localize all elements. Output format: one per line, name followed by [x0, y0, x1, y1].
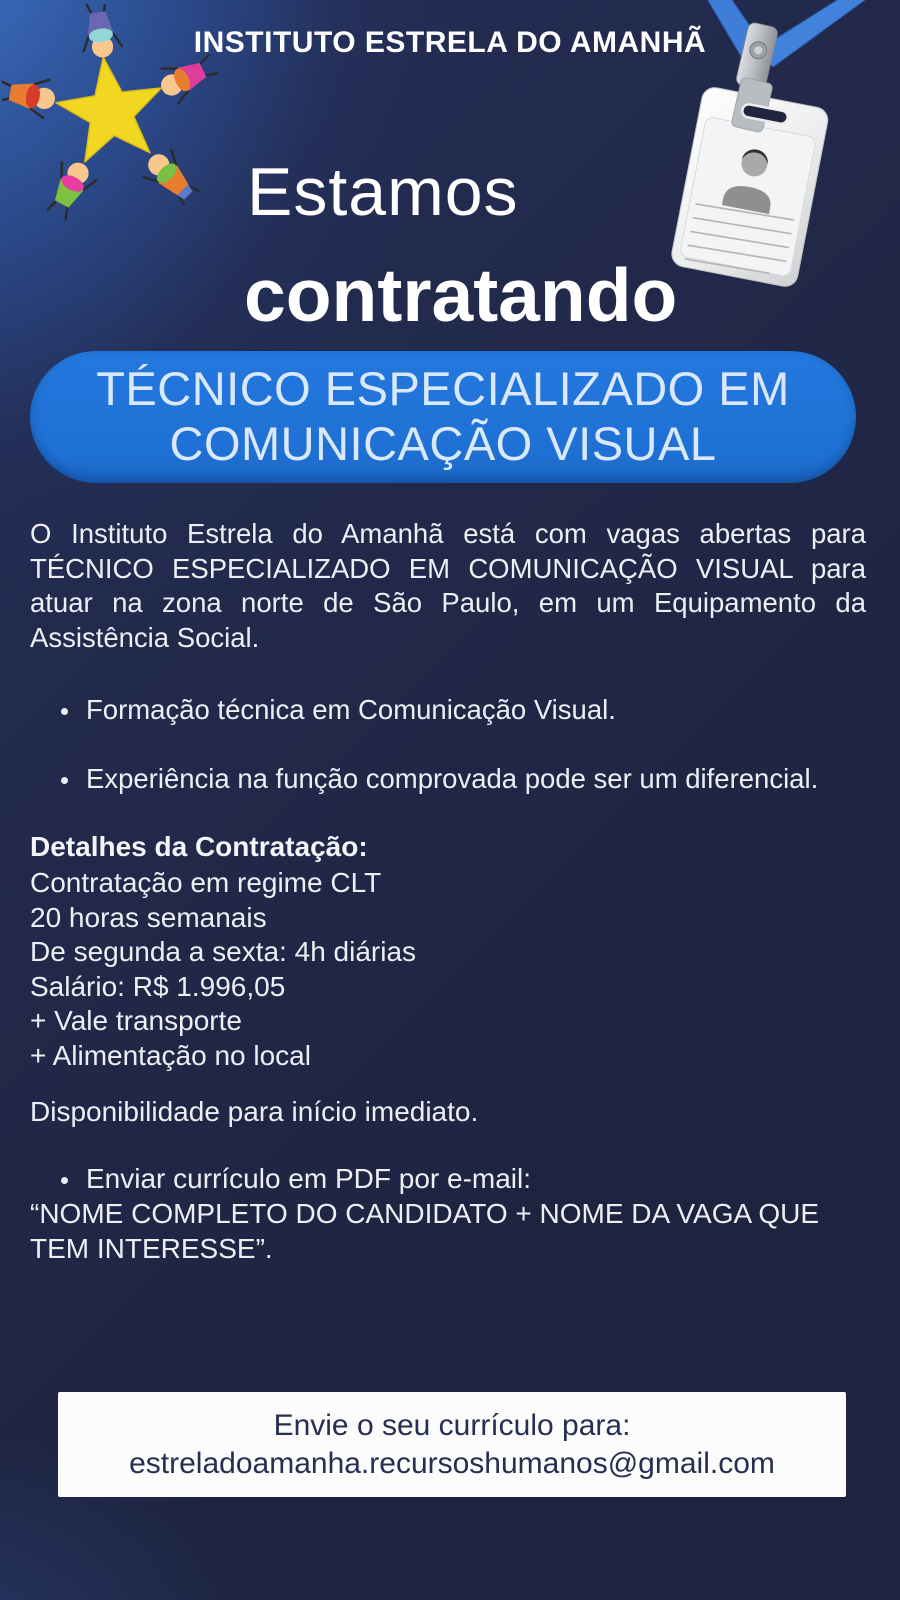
detail-line: De segunda a sexta: 4h diárias — [30, 936, 417, 967]
detail-line: 20 horas semanais — [30, 901, 267, 933]
headline-light: Estamos — [247, 154, 519, 230]
footer-box — [58, 1392, 846, 1497]
headline-bold: contratando — [244, 253, 678, 337]
detail-line: Contratação em regime CLT — [30, 867, 382, 898]
detail-line: + Vale transporte — [30, 1005, 242, 1036]
details-heading: Detalhes da Contratação: — [30, 831, 368, 862]
requirements-list — [30, 693, 866, 796]
detail-line: Salário: R$ 1.996,05 — [30, 970, 286, 1002]
footer-email: estreladoamanha.recursoshumanos@gmail.com — [129, 1447, 775, 1480]
intro-paragraph: O Instituto Estrela do Amanhã está com vagas abertas para TÉCNICO ESPECIALIZADO EM COMUNICAÇÃO VISUAL para atuar na zona norte de São Paulo, em um Equipamento da Assistência Social. — [30, 518, 866, 653]
application-instruction: • Enviar currículo em PDF por e-mail: — [82, 1161, 866, 1196]
availability-text: Disponibilidade para início imediato. — [30, 1096, 479, 1127]
requirement-item: • Formação técnica em Comunicação Visual. — [82, 693, 866, 728]
requirement-item: • Experiência na função comprovada pode ser um diferencial. — [82, 762, 866, 797]
job-title-pill — [30, 351, 856, 483]
job-title-line1: TÉCNICO ESPECIALIZADO EM — [96, 362, 790, 415]
application-list — [30, 1161, 866, 1196]
footer-cta: Envie o seu currículo para: — [273, 1409, 631, 1442]
details-block — [30, 866, 866, 1073]
application-note: “NOME COMPLETO DO CANDIDATO + NOME DA VAGA QUE TEM INTERESSE”. — [30, 1198, 820, 1264]
detail-line: + Alimentação no local — [30, 1039, 311, 1071]
job-title-line2: COMUNICAÇÃO VISUAL — [169, 417, 717, 470]
institute-title: INSTITUTO ESTRELA DO AMANHÃ — [193, 26, 707, 59]
